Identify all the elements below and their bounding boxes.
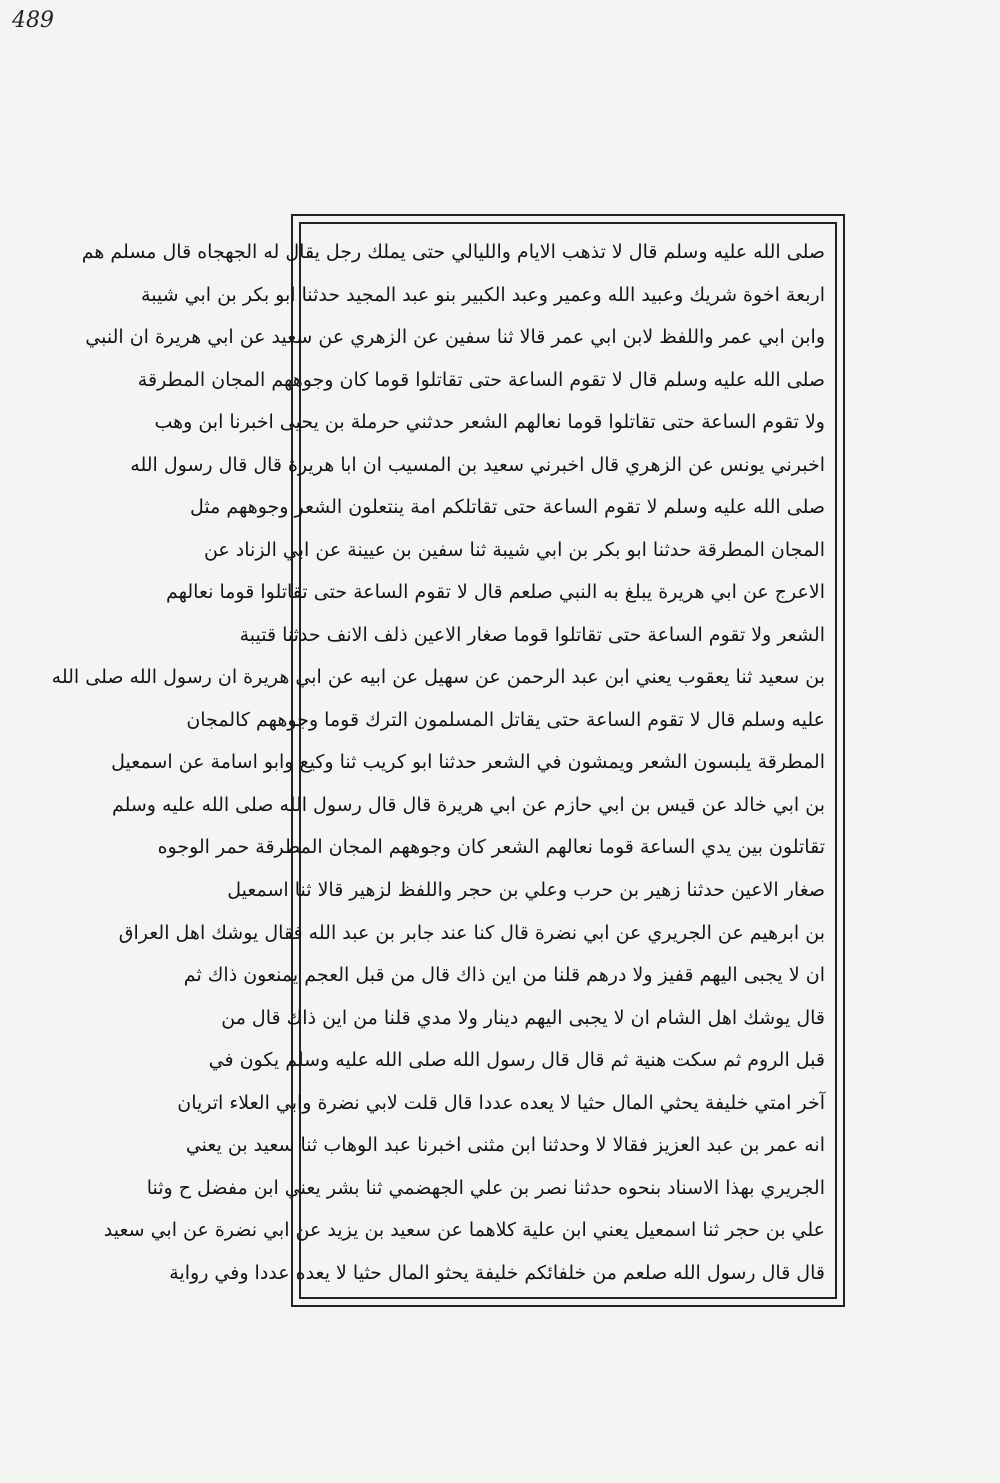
manuscript-line: عليه وسلم قال لا تقوم الساعة حتى يقاتل المسلمون الترك قوما وجوههم كالمجان (186, 708, 825, 731)
manuscript-line: ولا تقوم الساعة حتى تقاتلوا قوما نعالهم الشعر حدثني حرملة بن يحيى اخبرنا ابن وهب (154, 411, 825, 434)
manuscript-line: انه عمر بن عبد العزيز فقالا لا وحدثنا ابن مثنى اخبرنا عبد الوهاب ثنا سعيد بن يعني (185, 1134, 825, 1157)
manuscript-line: ان لا يجبى اليهم قفيز ولا درهم قلنا من اين ذاك قال من قبل العجم يمنعون ذاك ثم (183, 964, 825, 987)
manuscript-line: قال يوشك اهل الشام ان لا يجبى اليهم دينار ولا مدي قلنا من اين ذاك قال من (221, 1006, 825, 1029)
manuscript-line: بن ابرهيم عن الجريري عن ابي نضرة قال كنا عند جابر بن عبد الله فقال يوشك اهل العراق (118, 921, 825, 944)
manuscript-line: صلى الله عليه وسلم لا تقوم الساعة حتى تقاتلكم امة ينتعلون الشعر وجوههم مثل (189, 496, 825, 519)
manuscript-line: صغار الاعين حدثنا زهير بن حرب وعلي بن حجر واللفظ لزهير قالا ثنا اسمعيل (227, 878, 825, 901)
manuscript-line: اخبرني يونس عن الزهري قال اخبرني سعيد بن المسيب ان ابا هريرة قال قال رسول الله (130, 453, 825, 476)
manuscript-line: بن ابي خالد عن قيس بن ابي حازم عن ابي هريرة قال قال رسول الله صلى الله عليه وسلم (111, 793, 825, 816)
manuscript-line: اربعة اخوة شريك وعبيد الله وعمير وعبد الكبير بنو عبد المجيد حدثنا ابو بكر بن ابي شيبة (141, 283, 825, 306)
manuscript-line: الجريري بهذا الاسناد بنحوه حدثنا نصر بن علي الجهضمي ثنا بشر يعني ابن مفضل ح وثنا (146, 1176, 825, 1199)
manuscript-line: علي بن حجر ثنا اسمعيل يعني ابن علية كلاهما عن سعيد بن يزيد عن ابي نضرة عن ابي سعيد (103, 1219, 825, 1242)
manuscript-text-block (51, 238, 825, 1287)
manuscript-line: بن سعيد ثنا يعقوب يعني ابن عبد الرحمن عن سهيل عن ابيه عن ابي هريرة ان رسول الله صلى الله (51, 666, 825, 689)
manuscript-line: صلى الله عليه وسلم قال لا تقوم الساعة حتى تقاتلوا قوما كان وجوههم المجان المطرقة (137, 368, 825, 391)
page-number: 489 (12, 8, 54, 33)
manuscript-line: وابن ابي عمر واللفظ لابن ابي عمر قالا ثنا سفين عن الزهري عن سعيد عن ابي هريرة ان النبي (85, 326, 825, 349)
manuscript-line: تقاتلون بين يدي الساعة قوما نعالهم الشعر كان وجوههم المجان المطرقة حمر الوجوه (157, 836, 825, 859)
manuscript-line: الشعر ولا تقوم الساعة حتى تقاتلوا قوما صغار الاعين ذلف الانف حدثنا قتيبة (239, 623, 825, 646)
text-frame-outer (51, 214, 845, 1307)
manuscript-line: قال قال رسول الله صلعم من خلفائكم خليفة يحثو المال حثيا لا يعده عددا وفي رواية (169, 1261, 825, 1284)
manuscript-line: الاعرج عن ابي هريرة يبلغ به النبي صلعم قال لا تقوم الساعة حتى تقاتلوا قوما نعالهم (165, 581, 825, 604)
manuscript-line: المطرقة يلبسون الشعر ويمشون في الشعر حدثنا ابو كريب ثنا وكيع وابو اسامة عن اسمعيل (111, 751, 825, 774)
manuscript-line: قبل الروم ثم سكت هنية ثم قال قال رسول الله صلى الله عليه وسلم يكون في (208, 1049, 825, 1072)
manuscript-line: صلى الله عليه وسلم قال لا تذهب الايام والليالي حتى يملك رجل يقال له الجهجاه قال مسلم هم (81, 241, 825, 263)
manuscript-line: آخر امتي خليفة يحثي المال حثيا لا يعده عددا قال قلت لابي نضرة وابي العلاء اتريان (177, 1091, 825, 1114)
manuscript-line: المجان المطرقة حدثنا ابو بكر بن ابي شيبة ثنا سفين بن عيينة عن ابي الزناد عن (203, 538, 825, 561)
text-frame-inner (51, 222, 837, 1299)
